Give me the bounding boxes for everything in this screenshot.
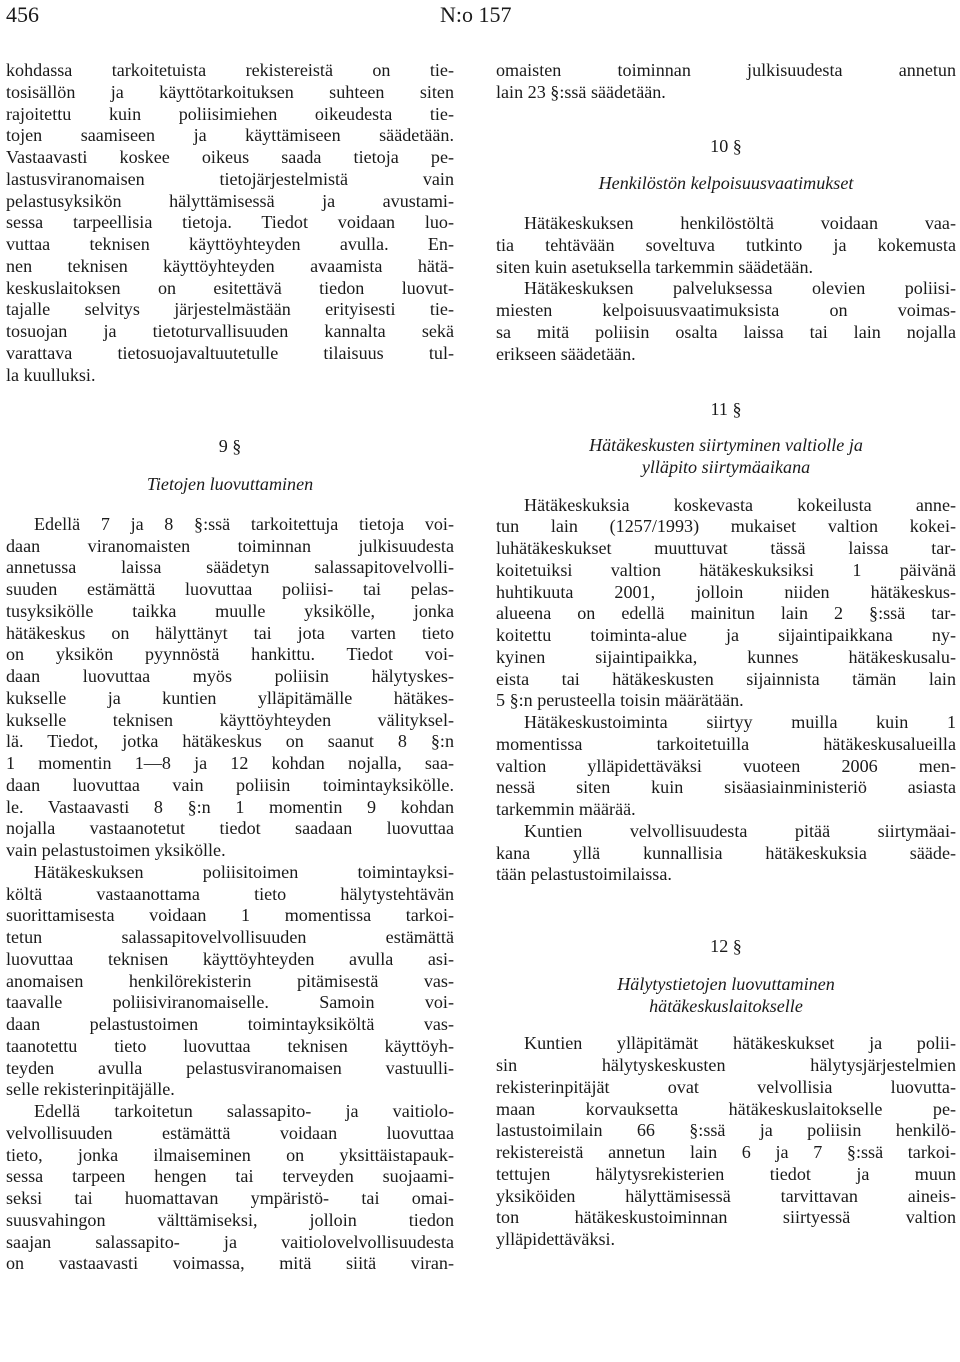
section-11-paragraph-1 bbox=[496, 495, 956, 713]
text-line: erikseen säädetään. bbox=[496, 343, 636, 364]
text-line: teyden avulla pelastusviranomaisen vastuulli- bbox=[6, 1057, 454, 1078]
text-line: Hätäkeskustoiminta siirtyy muilla kuin 1 bbox=[524, 712, 956, 732]
text-line: koitettu toiminta-alue ja sijaintipaikkana ny- bbox=[496, 625, 956, 645]
text-line: tään pelastustoimilaissa. bbox=[496, 864, 672, 885]
text-line: 5 §:n perusteella toisin määrätään. bbox=[496, 690, 744, 711]
text-line: le. Vastaavasti 8 §:n 1 momentin 9 kohdan bbox=[6, 796, 454, 817]
text-line: luovuttaa teknisen käyttöyhteyden avulla asi- bbox=[6, 948, 454, 969]
text-line: eista tai hätäkeskusten sijainnista tämän lain bbox=[496, 668, 956, 689]
text-line: miesten kelpoisuusvaatimuksista on voimas- bbox=[496, 300, 956, 320]
text-line: tetun salassapitovelvollisuuden estämättä bbox=[6, 927, 454, 947]
text-line: költä vastaanottama tieto hälytystehtävän bbox=[6, 883, 454, 904]
text-line: tettujen hälytysrekisterien tiedot ja muun bbox=[496, 1163, 956, 1184]
text-line: huhtikuuta 2001, jolloin niiden hätäkeskus- bbox=[496, 581, 956, 602]
continued-paragraph bbox=[496, 60, 956, 104]
text-line: koitetuiksi valtion hätäkeskuksiksi 1 päivänä bbox=[496, 559, 956, 580]
text-line: kukselle teknisen käyttöyhteyden välityksel- bbox=[6, 709, 454, 730]
text-line: daan luovuttaa vain poliisin toimintayksikölle. bbox=[6, 774, 454, 795]
left-column bbox=[6, 60, 454, 1275]
text-line: rekistereistä annetun lain 6 ja 7 §:ssä tarkoi- bbox=[496, 1142, 956, 1162]
text-line: Hätäkeskuksen henkilöstöltä voidaan vaa- bbox=[524, 213, 956, 233]
text-line: vain pelastustoimen yksikölle. bbox=[6, 840, 226, 860]
text-line: omaisten toiminnan julkisuudesta annetun bbox=[496, 60, 956, 80]
text-line: taavalle poliisiviranomaiselle. Samoin voi- bbox=[6, 992, 454, 1013]
text-line: keskuslaitoksen on esitettävä tiedon luovut- bbox=[6, 277, 454, 298]
section-12-title-line-1: Hälytystietojen luovuttaminen bbox=[617, 973, 835, 994]
text-line: maan korvauksetta hätäkeskuslaitokselle pe- bbox=[496, 1098, 956, 1119]
text-line: tusyksikölle taikka muulle yksikölle, jonka bbox=[6, 600, 454, 621]
text-line: taanotettu tieto luovuttaa teknisen käyttöyh- bbox=[6, 1035, 454, 1056]
text-line: nen teknisen käyttöyhteyden avaamista hätä- bbox=[6, 255, 454, 276]
text-line: suorittamisesta voidaan 1 momentissa tarkoi- bbox=[6, 905, 454, 926]
text-line: alueena on edellä mainitun lain 2 §:ssä tar- bbox=[496, 603, 956, 624]
text-line: yksiköiden hälyttämisessä tarvittavan aineis- bbox=[496, 1185, 956, 1206]
page-header bbox=[0, 0, 960, 40]
text-line: kana yllä kunnallisia hätäkeskuksia sääde- bbox=[496, 842, 956, 863]
text-line: daan viranomaisten toiminnan julkisuudesta bbox=[6, 535, 454, 556]
text-line: tojen saamiseen ja käyttämiseen säädetään. bbox=[6, 125, 454, 146]
text-line: tajalle selvitys järjestelmästään erityisesti tie- bbox=[6, 299, 454, 320]
text-line: Hätäkeskuksia koskevasta kokeilusta anne- bbox=[524, 494, 956, 515]
text-line: saajan salassapito- ja vaitiolovelvollisuudesta bbox=[6, 1231, 454, 1252]
section-9-number: 9 § bbox=[218, 436, 242, 457]
text-line: ton hätäkeskustoiminnan siirtyessä valtion bbox=[496, 1207, 956, 1228]
text-line: daan pelastustoimen toimintayksiköltä vas- bbox=[6, 1014, 454, 1034]
text-line: rekisterinpitäjät ovat velvollisia luovutta- bbox=[496, 1076, 956, 1097]
section-11-title-line-2: ylläpito siirtymäaikana bbox=[641, 456, 811, 477]
page-number: 456 bbox=[6, 2, 39, 27]
text-line: lä. Tiedot, jotka hätäkeskus on saanut 8 §:n bbox=[6, 731, 454, 752]
text-line: pelastusyksikön hälyttämisessä ja avustami- bbox=[6, 190, 454, 211]
section-12-title-line-2: hätäkeskuslaitokselle bbox=[649, 995, 803, 1016]
text-line: la kuulluksi. bbox=[6, 364, 96, 385]
section-9-paragraph-1 bbox=[6, 514, 454, 862]
section-9-paragraph-3 bbox=[6, 1101, 454, 1275]
text-line: suusvahingon välttämiseksi, jolloin tiedon bbox=[6, 1209, 454, 1230]
text-line: kyinen sijaintipaikka, kunnes hätäkeskusalu- bbox=[496, 646, 956, 667]
section-11-title-line-1: Hätäkeskusten siirtyminen valtiolle ja bbox=[589, 435, 863, 455]
section-10-number: 10 § bbox=[710, 135, 742, 156]
text-line: Hätäkeskuksen poliisitoimen toimintayksi- bbox=[34, 861, 454, 882]
text-line: nessä siten kuin sisäasiainministeriö asiasta bbox=[496, 777, 956, 798]
section-9-title: Tietojen luovuttaminen bbox=[146, 474, 314, 494]
text-line: Edellä 7 ja 8 §:ssä tarkoitettuja tietoja voi- bbox=[34, 513, 454, 534]
text-line: valtion ylläpidettäväksi vuoteen 2006 men- bbox=[496, 755, 956, 776]
text-line: Hätäkeskuksen palveluksessa olevien poliisi- bbox=[524, 278, 956, 299]
section-10-paragraph-2 bbox=[496, 278, 956, 365]
section-12-paragraph-1 bbox=[496, 1033, 956, 1251]
text-line: Edellä tarkoitetun salassapito- ja vaitiolo- bbox=[34, 1101, 454, 1121]
text-line: Vastaavasti koskee oikeus saada tietoja pe- bbox=[6, 147, 454, 167]
text-line: lain 23 §:ssä säädetään. bbox=[496, 81, 666, 102]
section-9-paragraph-2 bbox=[6, 862, 454, 1101]
text-line: tosuojan ja tietoturvallisuuden kannalta sekä bbox=[6, 321, 454, 341]
text-line: sessa tarpeellisia tietoja. Tiedot voidaan luo- bbox=[6, 212, 454, 233]
text-line: velvollisuuden estämättä voidaan luovuttaa bbox=[6, 1122, 454, 1143]
text-line: kukselle ja kuntien ylläpitämälle hätäkes- bbox=[6, 687, 454, 708]
text-line: siten kuin asetuksella tarkemmin säädetään. bbox=[496, 256, 814, 277]
text-line: sin hälytyskeskusten hälytysjärjestelmien bbox=[496, 1055, 956, 1075]
section-10-title: Henkilöstön kelpoisuusvaatimukset bbox=[598, 173, 854, 194]
text-line: daan luovuttaa myös poliisin hälytyskes- bbox=[6, 666, 454, 686]
section-11-number: 11 § bbox=[710, 399, 742, 420]
text-line: tun lain (1257/1993) mukaiset valtion kokei- bbox=[496, 516, 956, 537]
text-line: varattava tietosuojavaltuutetulle tilaisuus tul- bbox=[6, 342, 454, 363]
section-12-number: 12 § bbox=[710, 936, 742, 956]
text-line: lastusviranomaisen tietojärjestelmistä vain bbox=[6, 168, 454, 189]
text-line: tarkemmin määrää. bbox=[496, 799, 636, 819]
issue-number: N:o 157 bbox=[440, 2, 512, 27]
text-line: on yksikön pyynnöstä hankittu. Tiedot voi- bbox=[6, 644, 454, 665]
text-line: tieto, jonka ilmaiseminen on yksittäistapauk- bbox=[6, 1144, 454, 1165]
text-line: on vastaavasti voimassa, mitä siitä viran- bbox=[6, 1253, 454, 1274]
text-line: lastustoimilain 66 §:ssä ja poliisin henkilö- bbox=[496, 1120, 956, 1141]
text-line: 1 momentin 1—8 ja 12 kohdan nojalla, saa- bbox=[6, 753, 454, 773]
text-line: annetussa laissa säädetyn salassapitovelvolli- bbox=[6, 557, 454, 578]
text-line: luhätäkeskukset muuttuvat tässä laissa tar- bbox=[496, 538, 956, 558]
text-line: sessa tarpeen hengen tai terveyden suojaami- bbox=[6, 1166, 454, 1187]
text-line: seksi tai huomattavan ympäristö- tai omai- bbox=[6, 1188, 454, 1208]
text-line: Kuntien velvollisuudesta pitää siirtymäai- bbox=[524, 820, 956, 841]
text-line: Kuntien ylläpitämät hätäkeskukset ja polii- bbox=[524, 1033, 956, 1054]
text-line: nojalla vastaanotetut tiedot saadaan luovuttaa bbox=[6, 818, 454, 839]
text-line: hätäkeskus on hälyttänyt tai jota varten tieto bbox=[6, 622, 454, 643]
text-line: suuden estämättä luovuttaa poliisi- tai pelas- bbox=[6, 579, 454, 599]
section-10-paragraph-1 bbox=[496, 213, 956, 278]
text-line: anomaisen henkilörekisterin pitämisestä vas- bbox=[6, 970, 454, 991]
right-column bbox=[496, 60, 956, 1251]
text-line: sa mitä poliisin osalta laissa tai lain nojalla bbox=[496, 321, 956, 342]
intro-paragraph bbox=[6, 60, 454, 386]
text-line: tia tehtävään soveltuva tutkinto ja kokemusta bbox=[496, 234, 956, 255]
text-line: ylläpidettäväksi. bbox=[496, 1229, 616, 1249]
text-line: kohdassa tarkoitetuista rekistereistä on tie- bbox=[6, 60, 454, 80]
text-line: rajoitettu kuin poliisimiehen oikeudesta tie- bbox=[6, 103, 454, 124]
section-11-paragraph-3 bbox=[496, 821, 956, 886]
text-line: momentissa tarkoitetuilla hätäkeskusalueilla bbox=[496, 733, 956, 754]
text-line: vuttaa teknisen käyttöyhteyden avulla. En- bbox=[6, 234, 454, 254]
text-line: selle rekisterinpitäjälle. bbox=[6, 1079, 175, 1100]
text-line: tosisällön ja käyttötarkoituksen suhteen siten bbox=[6, 81, 454, 102]
section-11-paragraph-2 bbox=[496, 712, 956, 821]
